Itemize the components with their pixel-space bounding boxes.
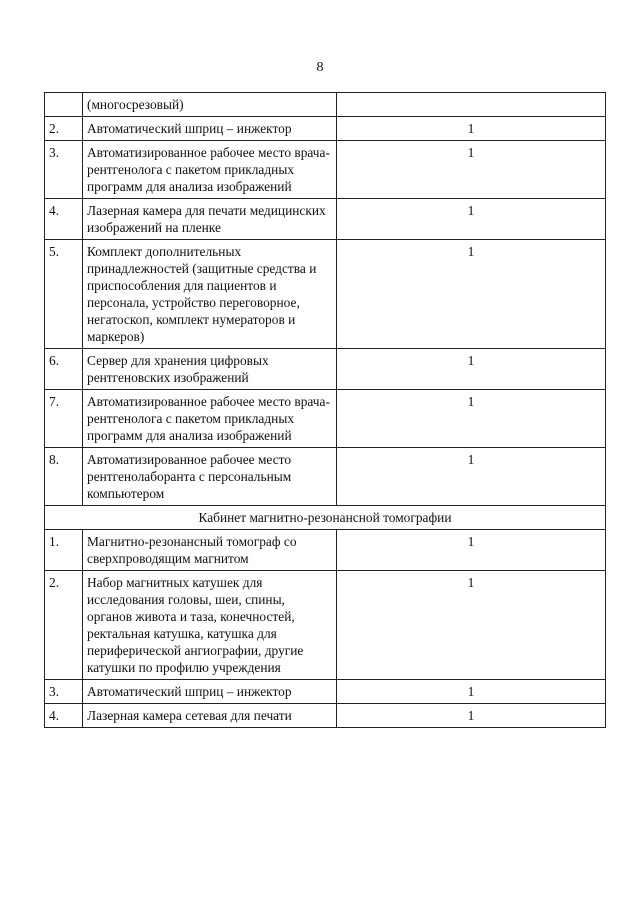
equipment-name: Лазерная камера для печати медицинских изображений на пленке	[83, 199, 337, 240]
section-title: Кабинет магнитно-резонансной томографии	[45, 506, 606, 530]
table-row	[45, 571, 606, 680]
row-number: 4.	[45, 704, 83, 728]
equipment-name: Лазерная камера сетевая для печати	[83, 704, 337, 728]
row-number: 2.	[45, 571, 83, 680]
table-row	[45, 199, 606, 240]
equipment-quantity: 1	[337, 240, 606, 349]
equipment-name: Автоматизированное рабочее место рентгенолаборанта с персональным компьютером	[83, 448, 337, 506]
equipment-name: Автоматизированное рабочее место врача-рентгенолога с пакетом прикладных программ для анализа изображений	[83, 390, 337, 448]
equipment-quantity: 1	[337, 448, 606, 506]
table-row	[45, 680, 606, 704]
equipment-name: Магнитно-резонансный томограф со сверхпроводящим магнитом	[83, 530, 337, 571]
row-number: 6.	[45, 349, 83, 390]
equipment-name: Сервер для хранения цифровых рентгеновских изображений	[83, 349, 337, 390]
row-number: 5.	[45, 240, 83, 349]
equipment-quantity: 1	[337, 680, 606, 704]
table-row	[45, 141, 606, 199]
table-row	[45, 448, 606, 506]
row-number: 3.	[45, 141, 83, 199]
equipment-name: Автоматизированное рабочее место врача-рентгенолога с пакетом прикладных программ для анализа изображений	[83, 141, 337, 199]
equipment-quantity	[337, 93, 606, 117]
equipment-quantity: 1	[337, 704, 606, 728]
row-number	[45, 93, 83, 117]
page-number: 8	[316, 60, 324, 75]
equipment-quantity: 1	[337, 530, 606, 571]
equipment-name: (многосрезовый)	[83, 93, 337, 117]
equipment-name: Комплект дополнительных принадлежностей (защитные средства и приспособления для пациентов и персонала, устройство переговорное, негатоскоп, комплект нумераторов и маркеров)	[83, 240, 337, 349]
equipment-table	[44, 92, 606, 728]
equipment-quantity: 1	[337, 390, 606, 448]
equipment-name: Набор магнитных катушек для исследования головы, шеи, спины, органов живота и таза, конечностей, ректальная катушка, катушка для периферической ангиографии, другие катушки по профилю учреждения	[83, 571, 337, 680]
table-row	[45, 530, 606, 571]
table-row	[45, 117, 606, 141]
table-row	[45, 349, 606, 390]
equipment-name: Автоматический шприц – инжектор	[83, 680, 337, 704]
row-number: 2.	[45, 117, 83, 141]
equipment-quantity: 1	[337, 199, 606, 240]
equipment-name: Автоматический шприц – инжектор	[83, 117, 337, 141]
equipment-quantity: 1	[337, 141, 606, 199]
equipment-quantity: 1	[337, 349, 606, 390]
table-row	[45, 93, 606, 117]
row-number: 8.	[45, 448, 83, 506]
row-number: 1.	[45, 530, 83, 571]
row-number: 3.	[45, 680, 83, 704]
equipment-quantity: 1	[337, 571, 606, 680]
table-row	[45, 240, 606, 349]
table-row	[45, 704, 606, 728]
row-number: 7.	[45, 390, 83, 448]
section-header-row	[45, 506, 606, 530]
row-number: 4.	[45, 199, 83, 240]
table-row	[45, 390, 606, 448]
equipment-quantity: 1	[337, 117, 606, 141]
